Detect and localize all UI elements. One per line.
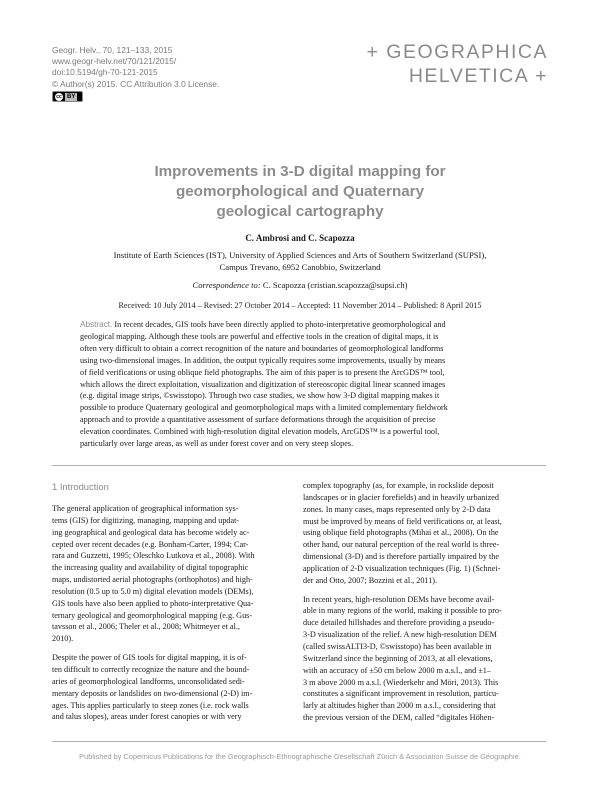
title-line: Improvements in 3-D digital mapping for [154, 163, 446, 180]
abstract-line: often very difficult to obtain a correct recognition of the nature and boundaries of geomorphological landforms [80, 343, 444, 353]
left-column [52, 503, 295, 723]
body-line: other hand, our natural perception of the real world is three- [303, 540, 500, 550]
body-line: tavsson et al., 2006; Theler et al., 2008; Whitmeyer et al., [52, 622, 240, 632]
body-line: zones. In many cases, maps represented only by 2-D data [303, 504, 491, 514]
body-line: 3 m above 2000 m a.s.l. (Wiederkehr and Möri, 2013). This [303, 677, 499, 687]
body-line: ternary geological and geomorphological mapping (e.g. Gus- [52, 610, 253, 620]
abstract-line: (e.g. digital image strips, ©swisstopo). Through two case studies, we show how 3-D digital mapping makes it [80, 391, 440, 401]
body-line: with an accuracy of ±50 cm below 2000 m a.s.l., and ±1– [303, 665, 491, 675]
body-line: rara and Guzzetti, 1995; Oleschko Lutkova et al., 2008). With [52, 551, 255, 561]
cc-license-badge[interactable] [52, 91, 83, 102]
body-line: aries of geomorphological landforms, unconsolidated sedi- [52, 676, 245, 686]
body-line: The general application of geographical information sys- [52, 504, 239, 513]
journal-doi[interactable]: doi:10.5194/gh-70-121-2015 [52, 67, 158, 78]
body-line: ages. This applies particularly to steep zones (i.e. rock walls [52, 700, 249, 710]
body-line: mentary deposits or landslides on two-dimensional (2-D) im- [52, 688, 253, 698]
authors: C. Ambrosi and C. Scapozza [245, 233, 355, 243]
body-line: 3-D visualization of the relief. A new high-resolution DEM [303, 630, 497, 640]
correspondence-label: Correspondence to: [192, 280, 261, 290]
body-line: the increasing quality and availability of digital topographic [52, 563, 249, 573]
body-line: der and Otto, 2007; Bozzini et al., 2011). [303, 575, 438, 585]
title-line: geological cartography [216, 203, 384, 220]
body-line: duce detailed hillshades and therefore providing a pseudo- [303, 618, 495, 628]
body-line: tems (GIS) for digitizing, managing, mapping and updat- [52, 515, 240, 525]
journal-brand [367, 40, 549, 88]
publication-dates: Received: 10 July 2014 – Revised: 27 October 2014 – Accepted: 11 November 2014 – Published: 8 April 2015 [118, 301, 482, 310]
abstract-line: possible to produce Quaternary geological and geomorphological maps with a limited complementary fieldwork [80, 403, 448, 413]
abstract [80, 319, 523, 450]
cc-by-label: BY [67, 93, 76, 100]
section-divider [52, 465, 546, 466]
abstract-line: elevation coordinates. Combined with high-resolution digital elevation models, ArcGDS™ is a powerful tool, [80, 427, 440, 437]
publisher-footer: Published by Copernicus Publications for the Geographisch-Ethnographische Gesellschaft Zürich & Association Suisse de Géographie. [79, 752, 521, 761]
journal-license: © Author(s) 2015. CC Attribution 3.0 License. [52, 78, 220, 89]
body-line: cepted over recent decades (e.g. Bonham-Carter, 1994; Car- [52, 539, 249, 549]
body-line: In recent years, high-resolution DEMs have become avail- [303, 594, 495, 604]
body-line: complex topography (as, for example, in rockslide deposit [303, 481, 494, 490]
brand-line-2: HELVETICA + [408, 65, 548, 87]
article-title [0, 162, 600, 222]
body-line: the previous version of the DEM, called “digitales Höhen- [303, 713, 495, 723]
abstract-line: which allows the direct exploitation, visualization and digitization of stereoscopic digital linear scanned images [80, 379, 446, 389]
affiliation-line: Campus Trevano, 6952 Canobbio, Switzerland [219, 262, 381, 273]
abstract-line: of field verifications or using oblique field photographs. The aim of this paper is to present the ArcGDS™ tool, [80, 367, 445, 377]
journal-citation [52, 45, 219, 90]
body-line: 2010). [52, 634, 74, 644]
body-line: ten difficult to correctly recognize the nature and the bound- [52, 664, 250, 674]
body-line: application of 2-D visualization techniques (Fig. 1) (Schnei- [303, 563, 501, 573]
body-line: Despite the power of GIS tools for digital mapping, it is of- [52, 653, 247, 663]
body-line: larly at altitudes higher than 2000 m a.s.l., considering that [303, 701, 496, 711]
correspondence-text[interactable]: C. Scapozza (cristian.scapozza@supsi.ch) [260, 280, 408, 290]
body-line: maps, undistorted aerial photographs (orthophotos) and high- [52, 575, 253, 585]
body-line: (called swissALTI3-D, ©swisstopo) has been available in [303, 641, 492, 651]
cc-icon: cc [56, 93, 62, 100]
body-line: ing geographical and geological data has become widely ac- [52, 527, 250, 537]
body-line: using oblique field photographs (Mihai et al., 2008). On the [303, 528, 499, 538]
brand-line-1: + GEOGRAPHICA [366, 41, 548, 63]
body-line: GIS tools have also been applied to photo-interpretative Qua- [52, 598, 254, 608]
journal-url[interactable]: www.geogr-helv.net/70/121/2015/ [52, 56, 177, 67]
body-line: Switzerland since the beginning of 2013, at all elevations, [303, 653, 493, 663]
footer-divider [52, 741, 546, 742]
body-line: constitutes a significant improvement in resolution, particu- [303, 689, 499, 699]
abstract-line: using two-dimensional images. In addition, the output typically requires some improvements, usually by means [80, 355, 446, 365]
affiliation-line: Institute of Earth Sciences (IST), University of Applied Sciences and Arts of Southern Switzerland (SUPSI), [113, 250, 487, 260]
section-heading: 1 Introduction [52, 481, 109, 492]
body-line: resolution (0.5 up to 5.0 m) digital elevation models (DEMs), [52, 586, 254, 596]
abstract-line: particularly over large areas, as well as under forest cover and on very steep slopes. [80, 439, 354, 449]
body-line: must be improved by means of field verifications or, at least, [303, 516, 502, 526]
abstract-line: approach and to provide a quantitative assessment of surface deformations through the acquisition of precise [80, 415, 436, 425]
body-line: dimensional (3-D) and is therefore partially impaired by the [303, 552, 499, 562]
title-line: geomorphological and Quaternary [175, 183, 425, 200]
abstract-line: geological mapping. Although these tools are powerful and effective tools in the creation of digital maps, it is [80, 331, 439, 341]
correspondence [0, 280, 600, 290]
body-line: landscapes or in glacier forefields) and in heavily urbanized [303, 492, 499, 502]
affiliation [0, 249, 600, 273]
right-column [303, 480, 546, 724]
body-line: and talus slopes), areas under forest canopies or with very [52, 712, 242, 722]
body-line: able in many regions of the world, making it possible to pro- [303, 606, 502, 616]
abstract-line: Abstract. In recent decades, GIS tools have been directly applied to photo-interpretative geomorphological and [80, 320, 446, 329]
abstract-label: Abstract. [80, 320, 113, 329]
journal-line: Geogr. Helv., 70, 121–133, 2015 [52, 45, 173, 55]
